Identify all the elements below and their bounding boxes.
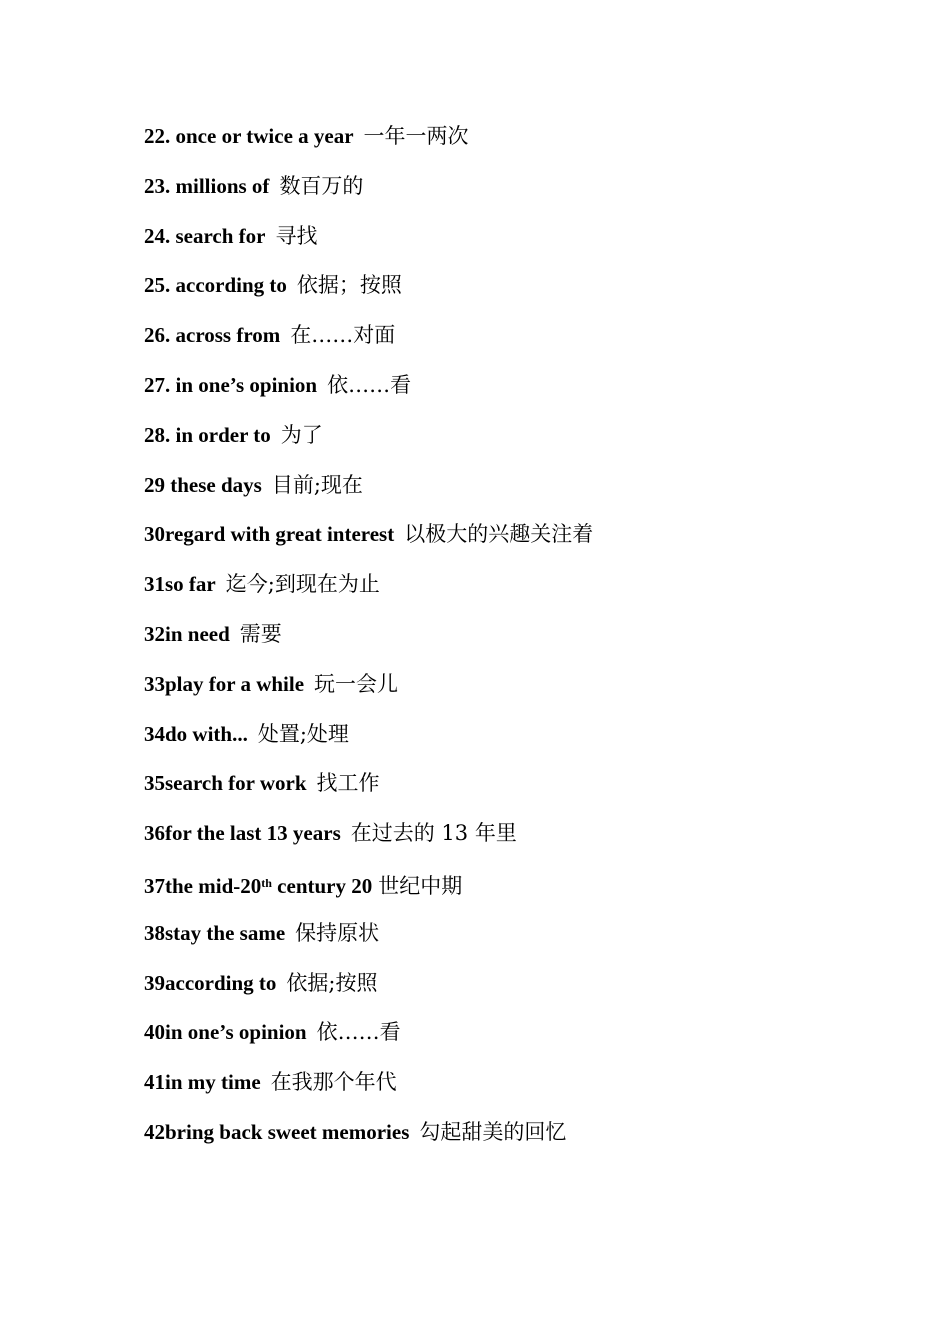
chinese-meaning: 在我那个年代 [270,1070,397,1095]
phrase-entry [144,1017,864,1067]
chinese-meaning: 依据；按照 [296,273,402,298]
chinese-meaning: 数百万的 [279,173,364,198]
phrase-entry [144,669,864,719]
phrase-entry [144,519,864,569]
english-phrase: 30regard with great interest [144,522,395,547]
phrase-entry [144,719,864,769]
chinese-meaning: 世纪中期 [378,873,463,898]
phrase-entry [144,420,864,470]
phrase-entry [144,121,864,171]
phrase-entry [144,370,864,420]
phrase-entry [144,1117,864,1167]
phrase-entry [144,619,864,669]
chinese-meaning: 在过去的 13 年里 [350,821,517,846]
english-phrase: 40in one’s opinion [144,1020,307,1045]
english-phrase-continued: century 20 [271,873,373,898]
english-phrase: 42bring back sweet memories [144,1119,410,1144]
english-phrase: 35search for work [144,771,307,796]
chinese-meaning: 一年一两次 [363,124,469,148]
english-phrase: 31so far [144,572,216,597]
chinese-meaning: 保持原状 [295,920,380,945]
phrase-entry [144,918,864,968]
phrase-entry [144,768,864,818]
english-phrase: 27. in one’s opinion [144,372,318,397]
english-phrase: 34do with... [144,721,248,746]
chinese-meaning: 依……看 [316,1020,401,1045]
english-phrase: 41in my time [144,1070,261,1095]
english-phrase: 39according to [144,970,277,995]
chinese-meaning: 依据;按照 [286,970,378,995]
chinese-meaning: 依……看 [327,372,412,397]
english-phrase: 37the mid-20 [144,873,262,898]
chinese-meaning: 目前;现在 [271,472,363,497]
chinese-meaning: 需要 [239,621,282,646]
chinese-meaning: 在……对面 [290,323,396,348]
english-phrase: 33play for a while [144,671,305,696]
phrase-entry [144,968,864,1018]
chinese-meaning: 寻找 [275,223,318,248]
english-phrase: 25. according to [144,273,287,298]
chinese-meaning: 玩一会儿 [314,671,399,696]
superscript-ordinal: th [261,875,272,890]
phrase-entry [144,818,864,868]
english-phrase: 38stay the same [144,920,286,945]
phrase-entry [144,320,864,370]
chinese-meaning: 处置;处理 [257,721,349,746]
chinese-meaning: 以极大的兴趣关注着 [404,522,594,547]
phrase-entry [144,1067,864,1117]
phrase-entry [144,868,864,918]
english-phrase: 24. search for [144,223,266,248]
phrase-entry [144,171,864,221]
chinese-meaning: 找工作 [316,771,380,796]
english-phrase: 22. once or twice a year [144,124,354,148]
phrase-list [144,121,864,1167]
phrase-entry [144,470,864,520]
english-phrase: 23. millions of [144,173,270,198]
english-phrase: 29 these days [144,472,262,497]
chinese-meaning: 为了 [280,422,323,447]
chinese-meaning: 勾起甜美的回忆 [419,1119,567,1144]
phrase-entry [144,221,864,271]
english-phrase: 26. across from [144,323,281,348]
phrase-entry [144,270,864,320]
phrase-entry [144,569,864,619]
english-phrase: 32in need [144,621,230,646]
chinese-meaning: 迄今;到现在为止 [225,572,380,597]
english-phrase: 36for the last 13 years [144,821,341,846]
english-phrase: 28. in order to [144,422,271,447]
